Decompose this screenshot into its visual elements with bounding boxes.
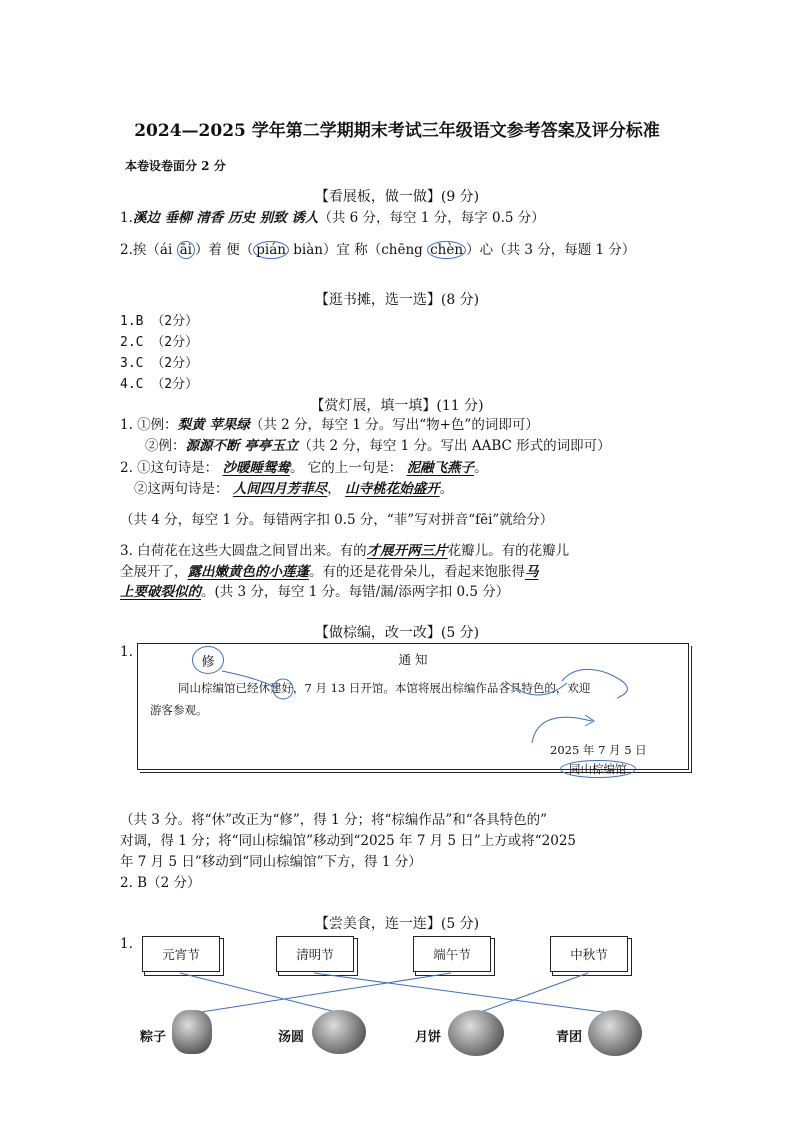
s3-text: 。 它的上一句是： [289,460,403,476]
festival-box: 清明节 [276,936,354,972]
pinyin-option: biàn [293,242,323,258]
s3-answer: 泥融飞燕子 [406,460,475,476]
s1-q1-words: 溪边 垂柳 清香 历史 别致 诱人 [132,210,319,226]
food-label: 粽子 [140,1030,167,1045]
s1-q1-num: 1. [120,210,133,226]
match-line [195,973,451,1013]
pinyin-option: ái [159,242,173,258]
food-label: 月饼 [415,1030,442,1045]
s2-item: 4.C （2分） [120,377,199,392]
mooncake-image [448,1010,504,1056]
s1-q2-score: （共 3 分，每题 1 分） [493,242,636,258]
notice-title: 通 知 [398,652,428,667]
q2-text: ）心 [466,242,494,258]
s2-item: 3.C （2分） [120,356,199,371]
q2-text: 2.挨（ [120,242,160,258]
s3-answer: 才展开两三片 [366,543,448,559]
match-line [314,973,610,1013]
s2-item: 1.B （2分） [120,314,199,329]
pinyin-option: chēng [381,242,423,258]
zongzi-image [172,1010,212,1054]
s3-text: 。 [439,481,454,497]
match-line [180,973,340,1013]
s3-text: 花瓣儿。有的花瓣儿 [447,543,570,559]
s3-text: ②这两句诗是： [134,481,229,497]
tangyuan-image [312,1010,366,1054]
s3-text: （共 2 分，每空 1 分。写出 AABC 形式的词即可） [298,438,611,454]
section-heading-3: 【赏灯展，填一填】(11 分) [310,398,484,414]
s3-answer: 沙暖睡鸳鸯 [222,460,290,476]
s3-text: 3. 白荷花在这些大圆盘之间冒出来。有的 [120,543,367,559]
s3-answer: 山寺桃花始盛开 [345,481,440,497]
notice-date: 2025 年 7 月 5 日 [550,743,647,757]
s3-text: ， [327,481,341,497]
s4-q-num: 1. [120,644,133,660]
pinyin-option-circled: āi [177,241,195,259]
notice-sign: 同山棕编馆 [560,760,636,778]
s3-text: （共 2 分，每空 1 分。写出“物+色”的词即可） [249,417,539,433]
notice-body-2: 游客参观。 [150,703,208,717]
s3-text: 全展开了， [120,564,188,580]
s3-answer: 梨黄 苹果绿 [177,417,250,433]
food-label: 青团 [556,1030,583,1045]
s4-q2: 2. B（2 分） [120,875,201,891]
pinyin-option-circled: chèn [427,241,466,259]
s3-answer: 源源不断 亭亭玉立 [185,438,299,454]
s3-answer: 露出嫩黄色的小莲蓬 [187,564,309,580]
s3-text: 2. ①这句诗是： [120,460,219,476]
s3-text: ②例： [145,438,186,454]
notice-body-1: 同山棕编馆已经休建好，7 月 13 日开馆。本馆将展出棕编作品各具特色的，欢迎 [178,681,591,695]
paper-note: 本卷设卷面分 2 分 [125,159,226,173]
match-line [478,973,588,1013]
s1-q1-score: （共 6 分，每空 1 分，每字 0.5 分） [318,210,545,226]
s3-answer: 上要破裂似的 [120,584,201,600]
pinyin-option-circled: pián [253,241,289,259]
festival-box: 中秋节 [550,936,628,972]
s4-expl-2: 对调，得 1 分；将“同山棕编馆”移动到“2025 年 7 月 5 日”上方或将“2025 [120,833,577,849]
s4-expl-1: （共 3 分。将“休”改正为“修”，得 1 分；将“棕编作品”和“各具特色的” [120,812,548,828]
s3-text: 。 [474,460,488,476]
q2-text: ）着 便（ [194,242,254,258]
section-heading-1: 【看展板，做一做】(9 分) [314,189,480,205]
correction-mark: 修 [192,646,224,674]
s3-text: 。有的还是花骨朵儿，看起来饱胀得 [309,564,525,580]
q2-text: ）宜 称（ [322,242,382,258]
section-heading-2: 【逛书摊，选一选】(8 分) [314,292,480,308]
page-title: 2024—2025 学年第二学期期末考试三年级语文参考答案及评分标准 [134,121,660,141]
food-label: 汤圆 [278,1030,305,1045]
s3-text: 1. ①例： [120,417,178,433]
s3-answer: 人间四月芳菲尽 [232,481,328,497]
festival-box: 元宵节 [142,936,220,972]
s3-answer: 马 [525,564,539,580]
s3-line-5: （共 4 分，每空 1 分。每错两字扣 0.5 分，“菲”写对拼音“fēi”就给分） [120,512,554,528]
s2-item: 2.C （2分） [120,335,199,350]
section-heading-5: 【尝美食，连一连】(5 分) [314,916,480,932]
s3-text: 。(共 3 分，每空 1 分。每错/漏/添两字扣 0.5 分） [201,584,510,600]
festival-box: 端午节 [413,936,491,972]
qingtuan-image [588,1010,642,1056]
s4-expl-3: 年 7 月 5 日”移动到“同山棕编馆”下方，得 1 分） [120,854,422,870]
section-heading-4: 【做棕编，改一改】(5 分) [314,625,480,641]
s5-q-num: 1. [120,936,133,952]
